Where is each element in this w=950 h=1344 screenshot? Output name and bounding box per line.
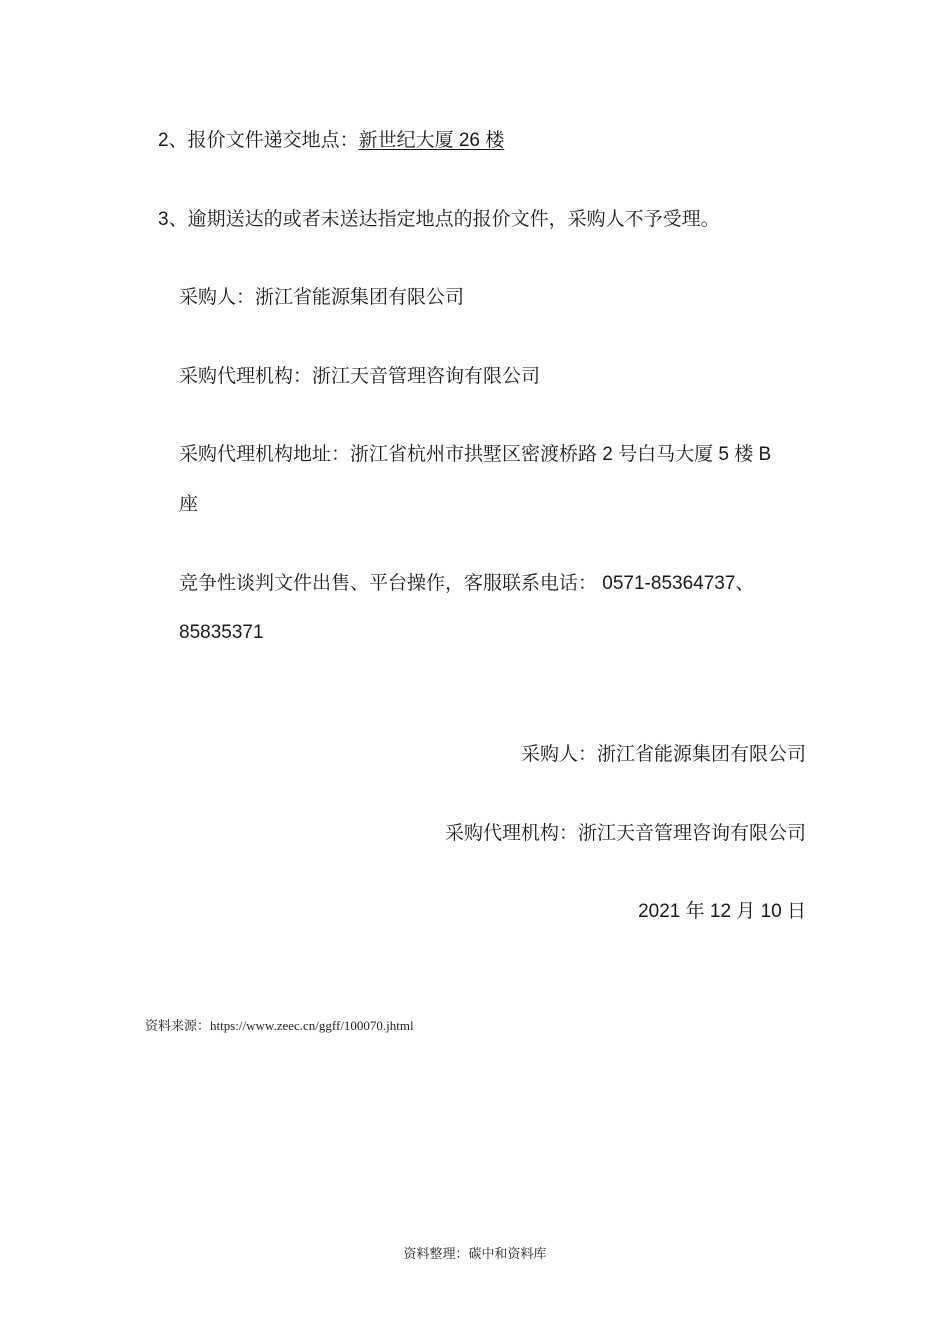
signature-agency: 采购代理机构：浙江天音管理咨询有限公司 [444, 823, 806, 844]
agency-address-line-2: 座 [179, 494, 199, 515]
agency-address-line-1: 采购代理机构地址：浙江省杭州市拱墅区密渡桥路 2 号白马大厦 5 楼 B [179, 444, 772, 465]
service-phone-line-1: 竞争性谈判文件出售、平台操作，客服联系电话： 0571-85364737、 [179, 573, 755, 594]
signature-purchaser: 采购人：浙江省能源集团有限公司 [520, 744, 806, 765]
delivery-location: 新世纪大厦 26 楼 [358, 130, 505, 151]
item-2-label: 2、报价文件递交地点： [158, 130, 359, 151]
signature-date: 2021 年 12 月 10 日 [638, 901, 806, 922]
item-3: 3、逾期送达的或者未送达指定地点的报价文件，采购人不予受理。 [158, 209, 720, 230]
item-2 [158, 129, 504, 153]
service-phone-line-2: 85835371 [179, 622, 264, 643]
purchaser-line: 采购人：浙江省能源集团有限公司 [179, 287, 465, 308]
source-note: 资料来源：https://www.zeec.cn/ggff/100070.jhtml [145, 1018, 414, 1033]
page-footer: 资料整理：碳中和资料库 [403, 1246, 547, 1261]
agency-line: 采购代理机构：浙江天音管理咨询有限公司 [179, 366, 541, 387]
